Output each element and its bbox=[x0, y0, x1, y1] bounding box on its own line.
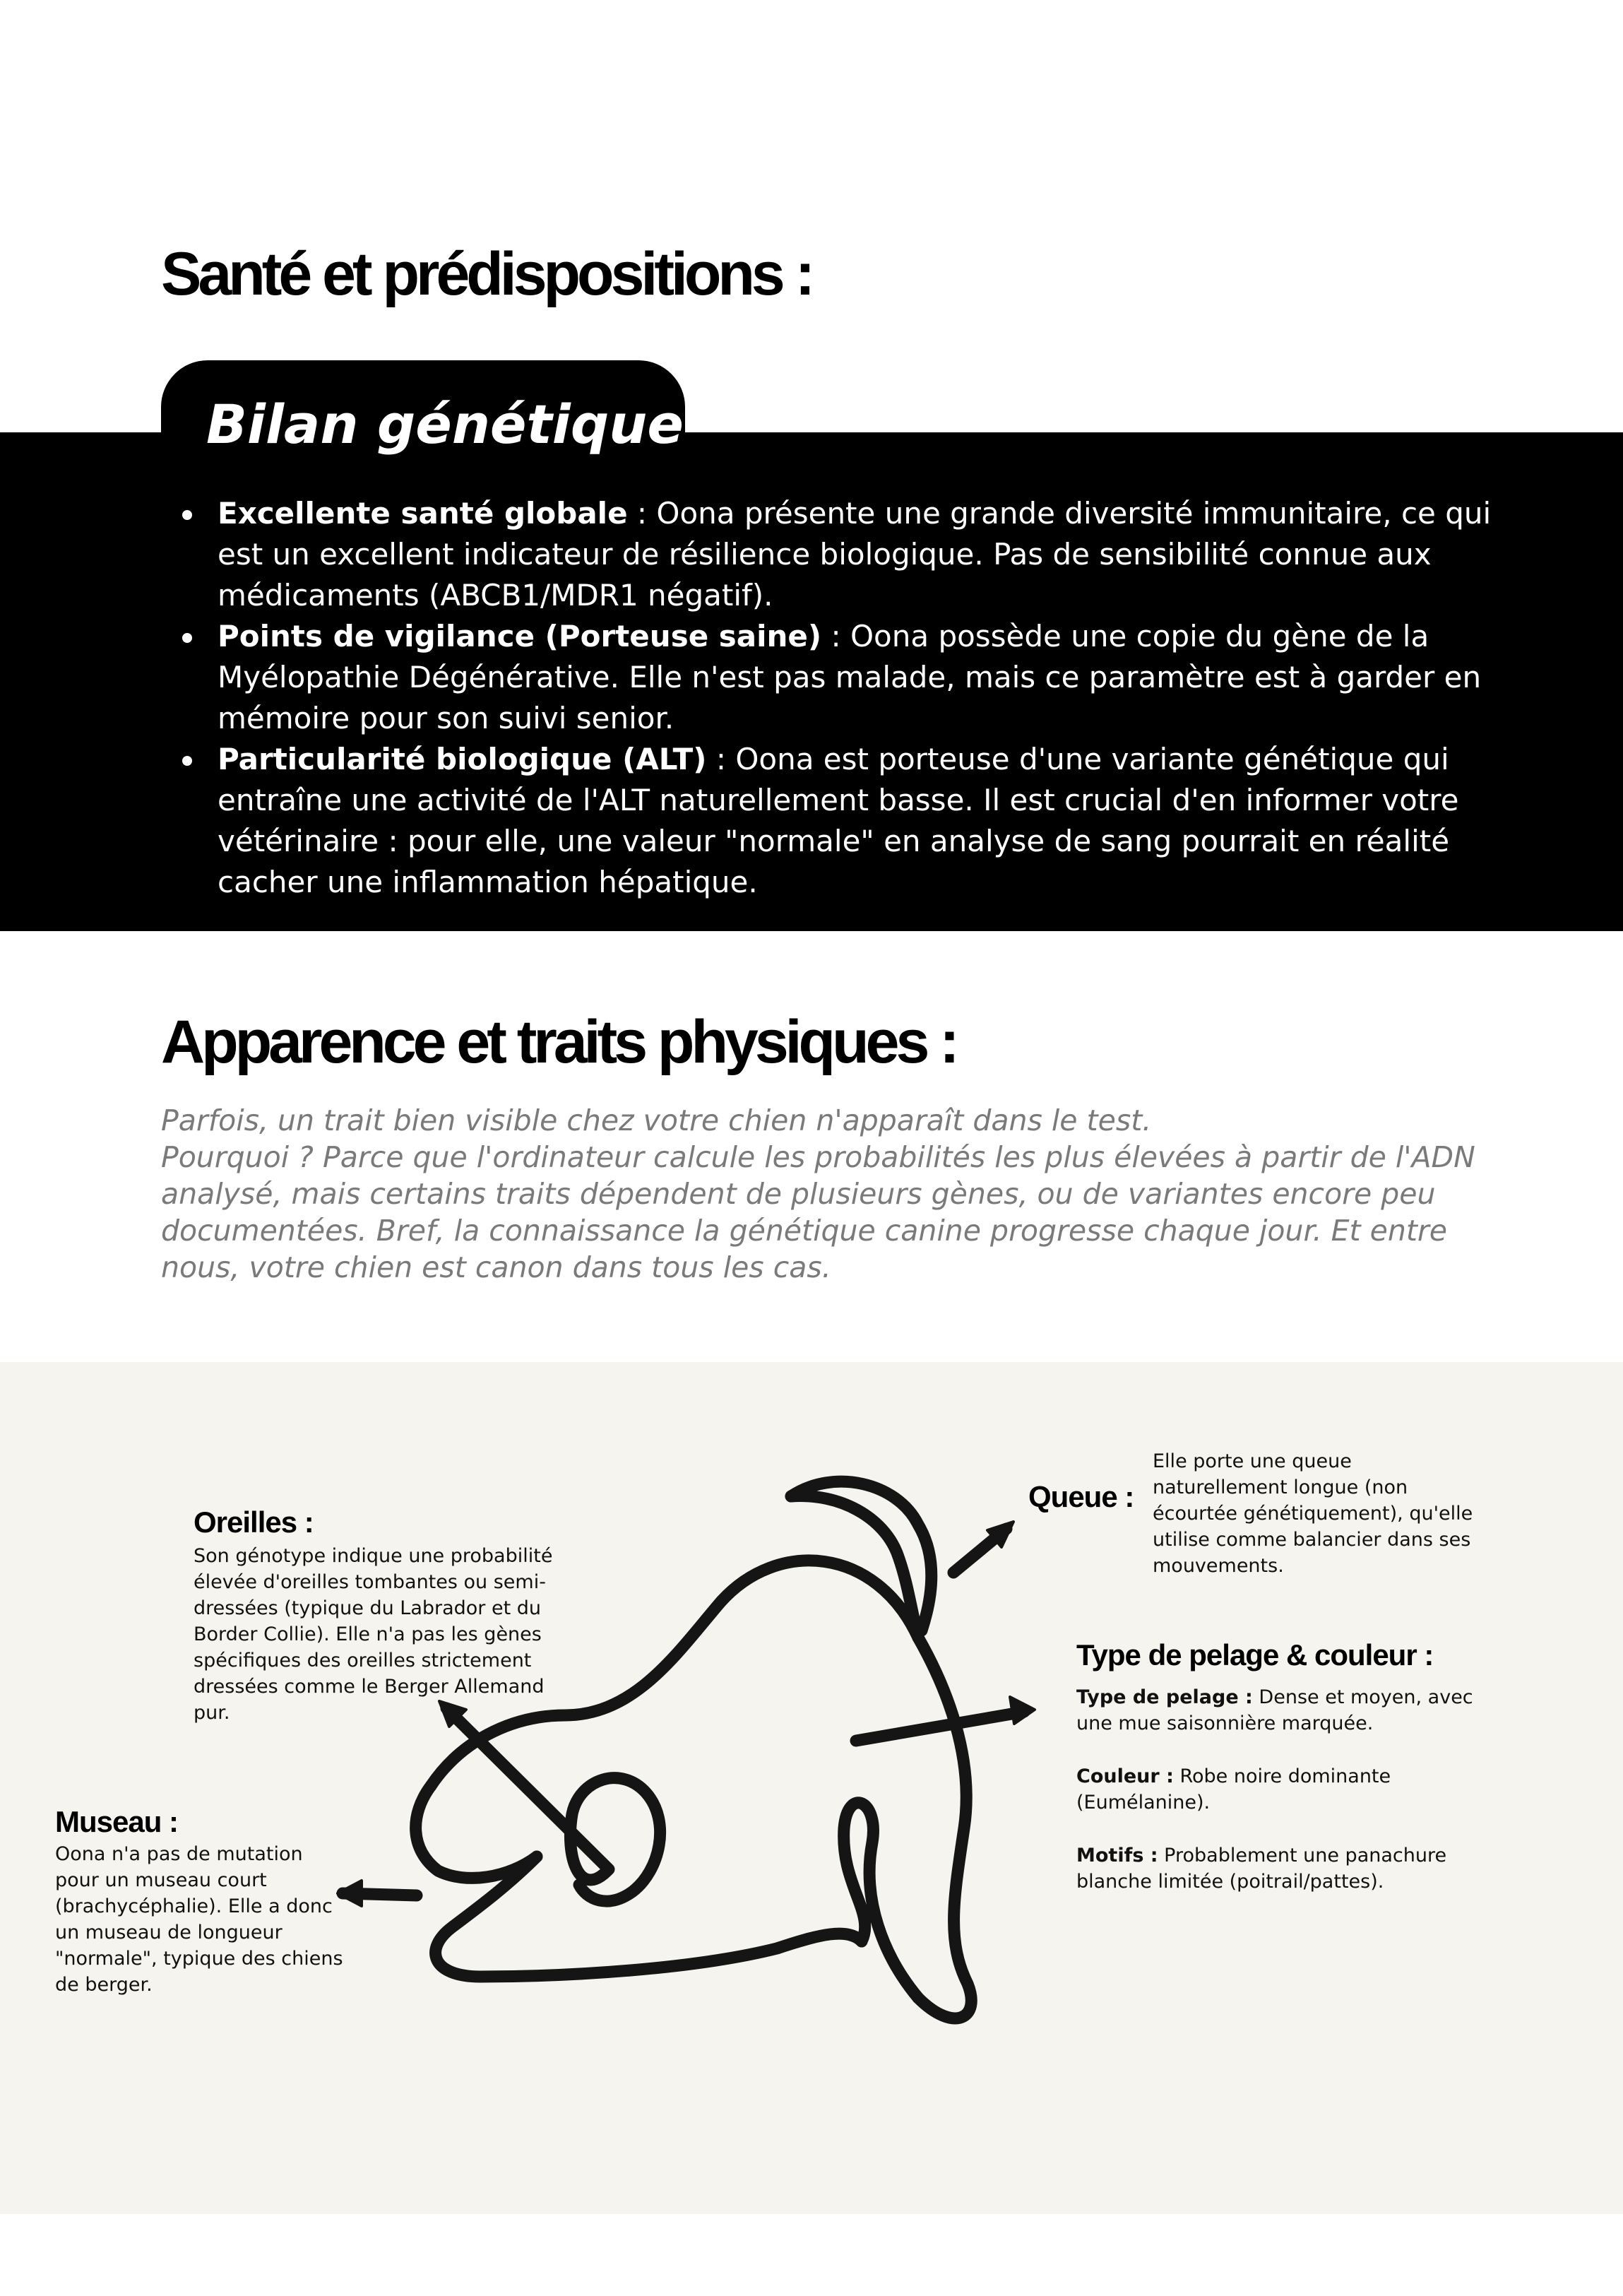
pelage-title: Type de pelage & couleur : bbox=[1076, 1638, 1434, 1671]
oreilles-text: Son génotype indique une probabilité élevée d'oreilles tombantes ou semi-dressées (typique du Labrador et du Border Collie). Elle n'a pas les gènes spécifiques des oreilles strictement dressées comme le Berger Allemand pur. bbox=[194, 1545, 553, 1724]
arrow-museau bbox=[338, 1881, 417, 1906]
pelage-motifs-label: Motifs : bbox=[1076, 1845, 1158, 1866]
pelage-type-text: Dense et moyen, avec une mue saisonnière marquée. bbox=[1076, 1686, 1473, 1734]
dog-back-line bbox=[918, 1638, 971, 2018]
health-item-label: Points de vigilance (Porteuse saine) bbox=[218, 619, 822, 653]
appearance-intro-line1: Parfois, un trait bien visible chez votre chien n'apparaît dans le test. bbox=[161, 1103, 1152, 1137]
pelage-motifs bbox=[1076, 1842, 1500, 1895]
pelage-couleur-label: Couleur : bbox=[1076, 1765, 1174, 1787]
museau-title: Museau : bbox=[55, 1805, 179, 1838]
health-item bbox=[218, 739, 1538, 903]
section-title-health: Santé et prédispositions : bbox=[161, 240, 812, 308]
health-item bbox=[218, 616, 1538, 739]
dog-head-line bbox=[416, 1786, 537, 1878]
pelage-couleur bbox=[1076, 1763, 1500, 1816]
dog-rear-leg-line bbox=[844, 1803, 918, 1998]
section-title-appearance: Apparence et traits physiques : bbox=[161, 1008, 956, 1076]
health-item-label: Excellente santé globale bbox=[218, 496, 628, 531]
appearance-intro bbox=[161, 1102, 1503, 1286]
appearance-intro-line2: Pourquoi ? Parce que l'ordinateur calcule les probabilités les plus élevées à partir de l'ADN analysé, mais certains traits dépendent de plusieurs gènes, ou de variantes encore peu documentées. Bref, la connaissance la génétique canine progresse chaque jour. Et entre nous, votre chien est canon dans tous les cas. bbox=[161, 1140, 1475, 1284]
health-list bbox=[178, 493, 1538, 903]
health-item-text: : Oona présente une grande diversité immunitaire, ce qui est un excellent indicateur de résilience biologique. Pas de sensibilité connue aux médicaments (ABCB1/MDR1 négatif). bbox=[218, 496, 1492, 613]
pelage-type-label: Type de pelage : bbox=[1076, 1686, 1253, 1708]
queue-title: Queue : bbox=[1028, 1480, 1134, 1513]
arrow-queue bbox=[953, 1522, 1013, 1573]
bilan-title: Bilan génétique bbox=[206, 393, 684, 456]
pelage-motifs-text: Probablement une panachure blanche limitée (poitrail/pattes). bbox=[1076, 1845, 1447, 1893]
pelage-couleur-text: Robe noire dominante (Eumélanine). bbox=[1076, 1765, 1391, 1813]
museau-text: Oona n'a pas de mutation pour un museau court (brachycéphalie). Elle a donc un museau de longueur "normale", typique des chiens de berger. bbox=[55, 1843, 343, 1996]
health-item-label: Particularité biologique (ALT) bbox=[218, 742, 707, 776]
health-item bbox=[218, 493, 1538, 616]
pelage-type bbox=[1076, 1684, 1500, 1736]
health-item-text: : Oona est porteuse d'une variante génétique qui entraîne une activité de l'ALT naturellement basse. Il est crucial d'en informer votre vétérinaire : pour elle, une valeur "normale" en analyse de sang pourrait en réalité cacher une inflammation hépatique. bbox=[218, 742, 1459, 899]
oreilles-title: Oreilles : bbox=[194, 1505, 314, 1539]
health-item-text: : Oona possède une copie du gène de la Myélopathie Dégénérative. Elle n'est pas malade, mais ce paramètre est à garder en mémoire pour son suivi senior. bbox=[218, 619, 1482, 735]
queue-text: Elle porte une queue naturellement longue (non écourtée génétiquement), qu'elle utilise comme balancier dans ses mouvements. bbox=[1153, 1450, 1473, 1577]
